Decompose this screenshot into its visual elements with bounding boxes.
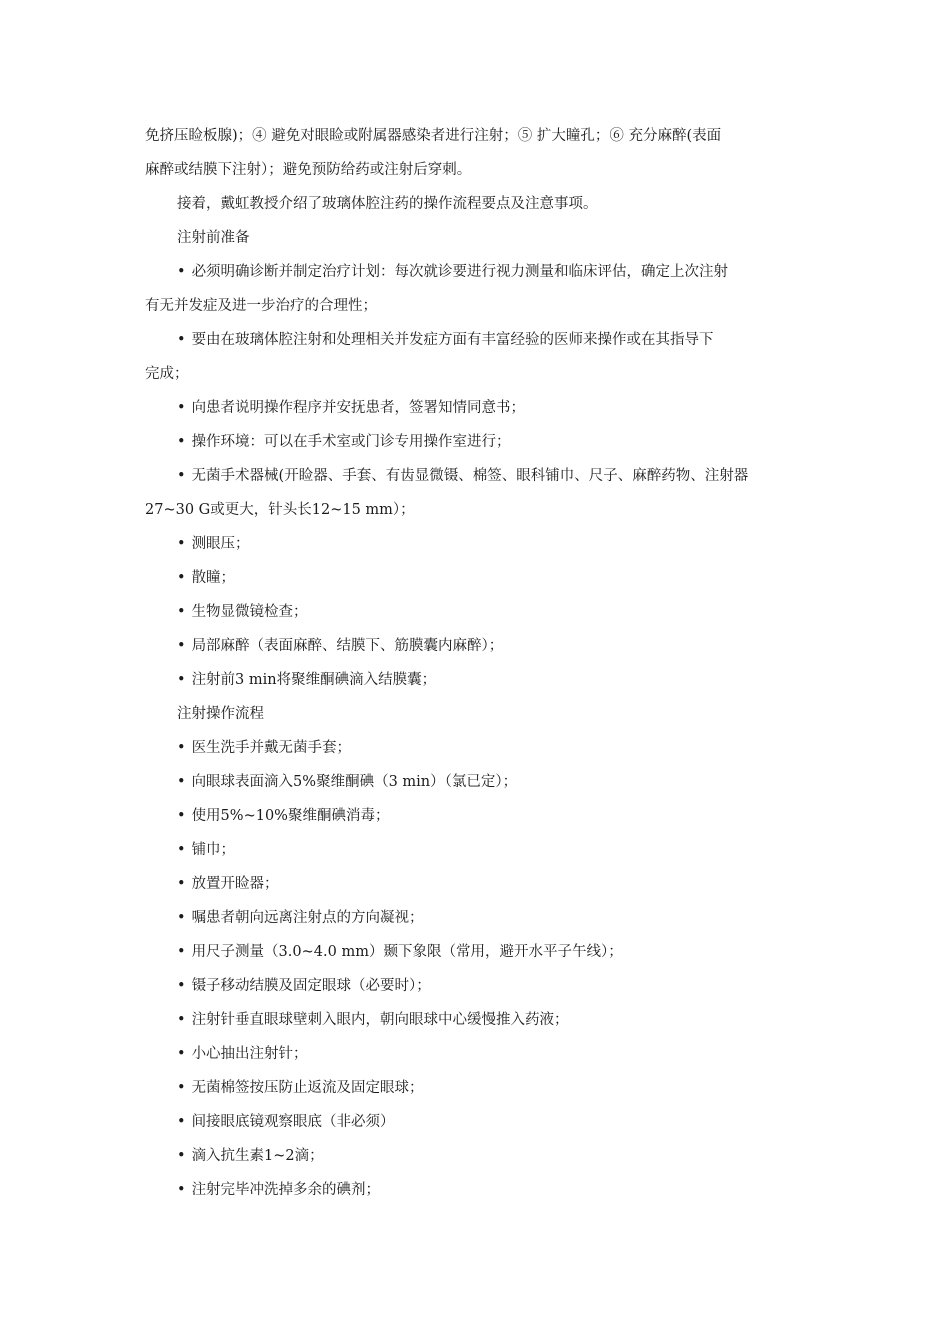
- list-item-text: 无菌棉签按压防止返流及固定眼球；: [191, 1080, 424, 1096]
- bullet-icon: •: [177, 1114, 186, 1130]
- list-item-text: 用尺子测量（3.0~4.0 mm）颞下象限（常用，避开水平子午线）；: [191, 944, 623, 960]
- list-item-text: 间接眼底镜观察眼底（非必须）: [191, 1114, 395, 1130]
- list-item: [177, 324, 810, 357]
- bullet-icon: •: [177, 876, 186, 892]
- list-item: [177, 834, 810, 867]
- bullet-icon: •: [177, 740, 186, 756]
- list-item: [177, 800, 810, 833]
- list-item: [177, 766, 810, 799]
- bullet-icon: •: [177, 1012, 186, 1028]
- bullet-icon: •: [177, 1046, 186, 1062]
- list-item-text: 放置开睑器；: [191, 876, 279, 892]
- list-item: [177, 664, 810, 697]
- bullet-icon: •: [177, 570, 186, 586]
- bullet-icon: •: [177, 604, 186, 620]
- list-item-text: 注射前3 min将聚维酮碘滴入结膜囊；: [191, 672, 437, 688]
- list-item-continuation: 27~30 G或更大，针头长12~15 mm）；: [145, 502, 415, 518]
- bullet-icon: •: [177, 1080, 186, 1096]
- bullet-icon: •: [177, 842, 186, 858]
- list-item: [177, 1038, 810, 1071]
- list-item-text: 生物显微镜检查；: [191, 604, 308, 620]
- bullet-icon: •: [177, 774, 186, 790]
- list-item-continuation: 有无并发症及进一步治疗的合理性；: [145, 298, 377, 314]
- list-item-text: 操作环境：可以在手术室或门诊专用操作室进行；: [191, 434, 511, 450]
- bullet-icon: •: [177, 1148, 186, 1164]
- list-item: [177, 426, 810, 459]
- list-item: [177, 1004, 810, 1037]
- bullet-icon: •: [177, 944, 186, 960]
- bullet-icon: •: [177, 332, 186, 348]
- list-item-text: 注射针垂直眼球壁刺入眼内，朝向眼球中心缓慢推入药液；: [191, 1012, 569, 1028]
- section-heading: 注射前准备: [177, 230, 250, 246]
- list-item: [177, 460, 810, 493]
- list-item: [177, 596, 810, 629]
- list-item-text: 散瞳；: [191, 570, 236, 586]
- list-item-text: 要由在玻璃体腔注射和处理相关并发症方面有丰富经验的医师来操作或在其指导下: [191, 332, 714, 348]
- list-item: [177, 970, 810, 1003]
- list-item: [177, 630, 810, 663]
- list-item-text: 铺巾；: [191, 842, 236, 858]
- list-item-continuation: 完成；: [145, 366, 189, 382]
- list-item: [177, 1072, 810, 1105]
- list-item-text: 向眼球表面滴入5%聚维酮碘（3 min）（氯已定）；: [191, 774, 518, 790]
- list-item: [177, 868, 810, 901]
- bullet-icon: •: [177, 264, 186, 280]
- paragraph-line: 免挤压睑板腺)；④ 避免对眼睑或附属器感染者进行注射；⑤ 扩大瞳孔；⑥ 充分麻醉(表面: [145, 128, 722, 144]
- bullet-icon: •: [177, 536, 186, 552]
- list-item-text: 嘱患者朝向远离注射点的方向凝视；: [191, 910, 424, 926]
- list-item: [177, 732, 810, 765]
- bullet-icon: •: [177, 1182, 186, 1198]
- list-item-text: 镊子移动结膜及固定眼球（必要时）；: [191, 978, 431, 994]
- bullet-icon: •: [177, 978, 186, 994]
- list-item: [177, 528, 810, 561]
- list-item-text: 向患者说明操作程序并安抚患者，签署知情同意书；: [191, 400, 526, 416]
- bullet-icon: •: [177, 400, 186, 416]
- paragraph-line: 接着，戴虹教授介绍了玻璃体腔注药的操作流程要点及注意事项。: [177, 196, 598, 212]
- list-item-text: 医生洗手并戴无菌手套；: [191, 740, 352, 756]
- list-item: [177, 936, 810, 969]
- list-item-text: 滴入抗生素1~2滴；: [191, 1148, 324, 1164]
- list-item: [177, 1140, 810, 1173]
- list-item-text: 测眼压；: [191, 536, 250, 552]
- bullet-icon: •: [177, 468, 186, 484]
- paragraph-line: 麻醉或结膜下注射）；避免预防给药或注射后穿刺。: [145, 162, 472, 178]
- list-item: [177, 256, 810, 289]
- list-item-text: 局部麻醉（表面麻醉、结膜下、筋膜囊内麻醉）；: [191, 638, 504, 654]
- section-heading: 注射操作流程: [177, 706, 264, 722]
- list-item-text: 使用5%~10%聚维酮碘消毒；: [191, 808, 390, 824]
- list-item: [177, 392, 810, 425]
- list-item-text: 无菌手术器械(开睑器、手套、有齿显微镊、棉签、眼科铺巾、尺子、麻醉药物、注射器: [191, 468, 749, 484]
- list-item-text: 小心抽出注射针；: [191, 1046, 308, 1062]
- list-item-text: 注射完毕冲洗掉多余的碘剂；: [191, 1182, 381, 1198]
- list-item: [177, 902, 810, 935]
- list-item: [177, 1106, 810, 1139]
- list-item-text: 必须明确诊断并制定治疗计划：每次就诊要进行视力测量和临床评估，确定上次注射: [191, 264, 729, 280]
- bullet-icon: •: [177, 638, 186, 654]
- bullet-icon: •: [177, 434, 186, 450]
- bullet-icon: •: [177, 910, 186, 926]
- list-item: [177, 1174, 810, 1207]
- list-item: [177, 562, 810, 595]
- bullet-icon: •: [177, 808, 186, 824]
- bullet-icon: •: [177, 672, 186, 688]
